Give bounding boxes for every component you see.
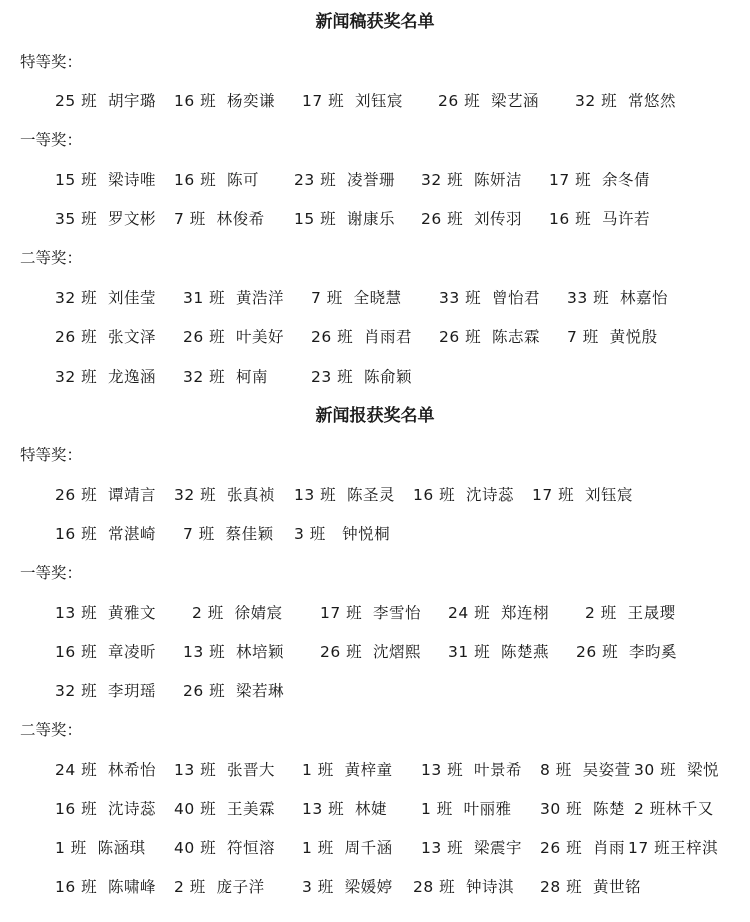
- entry: 16 班 杨奕谦: [174, 92, 276, 110]
- entry-row: [0, 759, 750, 781]
- entry: 15 班 谢康乐: [294, 210, 396, 228]
- entry: 2 班林千又: [634, 800, 714, 818]
- award-heading-special: 特等奖：: [20, 446, 83, 464]
- entry: 30 班 陈楚: [540, 800, 626, 818]
- entry-row: [0, 523, 750, 545]
- entry: 16 班 常湛崎: [55, 525, 157, 543]
- entry-row: [0, 484, 750, 506]
- entry: 26 班 张文泽: [55, 328, 157, 346]
- entry-row: [0, 876, 750, 898]
- entry: 17 班 余冬倩: [549, 171, 651, 189]
- entry: 28 班 黄世铭: [540, 878, 642, 896]
- entry: 13 班 陈圣灵: [294, 486, 396, 504]
- entry: 16 班 马许若: [549, 210, 651, 228]
- entry: 33 班 曾怡君: [439, 289, 541, 307]
- entry: 32 班 柯南: [183, 368, 269, 386]
- entry: 24 班 郑连栩: [448, 604, 550, 622]
- entry: 40 班 王美霖: [174, 800, 276, 818]
- entry: 16 班 陈啸峰: [55, 878, 157, 896]
- entry: 28 班 钟诗淇: [413, 878, 515, 896]
- section-title-news-article: 新闻稿获奖名单: [315, 12, 435, 32]
- entry-row: [0, 208, 750, 230]
- entry: 7 班 蔡佳颖: [183, 525, 274, 543]
- entry: 26 班 梁艺涵: [438, 92, 540, 110]
- entry-row: [0, 90, 750, 112]
- entry: 16 班 沈诗蕊: [413, 486, 515, 504]
- entry: 26 班 梁若琳: [183, 682, 285, 700]
- entry: 32 班 陈妍洁: [421, 171, 523, 189]
- entry: 26 班 肖雨君: [311, 328, 413, 346]
- entry: 2 班 庞子洋: [174, 878, 265, 896]
- entry: 23 班 陈俞颖: [311, 368, 413, 386]
- entry: 13 班 黄雅文: [55, 604, 157, 622]
- entry: 30 班 梁悦: [634, 761, 720, 779]
- award-heading-first: 一等奖：: [20, 131, 83, 149]
- entry: 13 班 叶景希: [421, 761, 523, 779]
- entry: 40 班 符恒溶: [174, 839, 276, 857]
- entry: 17 班王梓淇: [628, 839, 719, 857]
- entry: 31 班 陈楚燕: [448, 643, 550, 661]
- entry: 15 班 梁诗唯: [55, 171, 157, 189]
- entry-row: [0, 602, 750, 624]
- entry: 13 班 梁震宇: [421, 839, 523, 857]
- entry: 3 班 梁媛婷: [302, 878, 393, 896]
- entry: 1 班 叶丽雅: [421, 800, 512, 818]
- entry: 13 班 林婕: [302, 800, 388, 818]
- entry: 32 班 龙逸涵: [55, 368, 157, 386]
- entry: 17 班 李雪怡: [320, 604, 422, 622]
- entry-row: [0, 798, 750, 820]
- entry: 24 班 林希怡: [55, 761, 157, 779]
- entry: 26 班 谭靖言: [55, 486, 157, 504]
- section-title-newspaper: 新闻报获奖名单: [315, 406, 435, 426]
- entry: 26 班 刘传羽: [421, 210, 523, 228]
- entry: 26 班 沈熠熙: [320, 643, 422, 661]
- entry: 2 班 徐婧宸: [192, 604, 283, 622]
- entry: 17 班 刘钰宸: [532, 486, 634, 504]
- entry: 16 班 章凌昕: [55, 643, 157, 661]
- entry: 7 班 黄悦殷: [567, 328, 658, 346]
- entry: 2 班 王晟璎: [585, 604, 676, 622]
- entry: 32 班 常悠然: [575, 92, 677, 110]
- entry: 13 班 林培颖: [183, 643, 285, 661]
- entry: 26 班 肖雨: [540, 839, 626, 857]
- entry: 1 班 周千涵: [302, 839, 393, 857]
- entry: 32 班 李玥瑶: [55, 682, 157, 700]
- entry: 1 班 黄梓童: [302, 761, 393, 779]
- entry-row: [0, 169, 750, 191]
- entry: 25 班 胡宇璐: [55, 92, 157, 110]
- entry: 32 班 刘佳莹: [55, 289, 157, 307]
- entry: 17 班 刘钰宸: [302, 92, 404, 110]
- entry: 1 班 陈涵琪: [55, 839, 146, 857]
- entry: 16 班 沈诗蕊: [55, 800, 157, 818]
- entry-row: [0, 641, 750, 663]
- entry-row: [0, 680, 750, 702]
- entry-row: [0, 837, 750, 859]
- entry-row: [0, 326, 750, 348]
- entry: 32 班 张真祯: [174, 486, 276, 504]
- award-heading-first: 一等奖：: [20, 564, 83, 582]
- entry: 7 班 全晓慧: [311, 289, 402, 307]
- entry: 16 班 陈可: [174, 171, 260, 189]
- entry: 31 班 黄浩洋: [183, 289, 285, 307]
- entry: 8 班 吴姿萱: [540, 761, 631, 779]
- entry-row: [0, 366, 750, 388]
- award-heading-special: 特等奖：: [20, 53, 83, 71]
- entry: 26 班 李昀奚: [576, 643, 678, 661]
- entry: 35 班 罗文彬: [55, 210, 157, 228]
- award-heading-second: 二等奖：: [20, 721, 83, 739]
- entry: 23 班 凌誉珊: [294, 171, 396, 189]
- entry: 3 班 钟悦桐: [294, 525, 391, 543]
- entry: 26 班 叶美好: [183, 328, 285, 346]
- entry: 7 班 林俊希: [174, 210, 265, 228]
- award-heading-second: 二等奖：: [20, 249, 83, 267]
- entry: 26 班 陈志霖: [439, 328, 541, 346]
- entry: 33 班 林嘉怡: [567, 289, 669, 307]
- entry-row: [0, 287, 750, 309]
- entry: 13 班 张晋大: [174, 761, 276, 779]
